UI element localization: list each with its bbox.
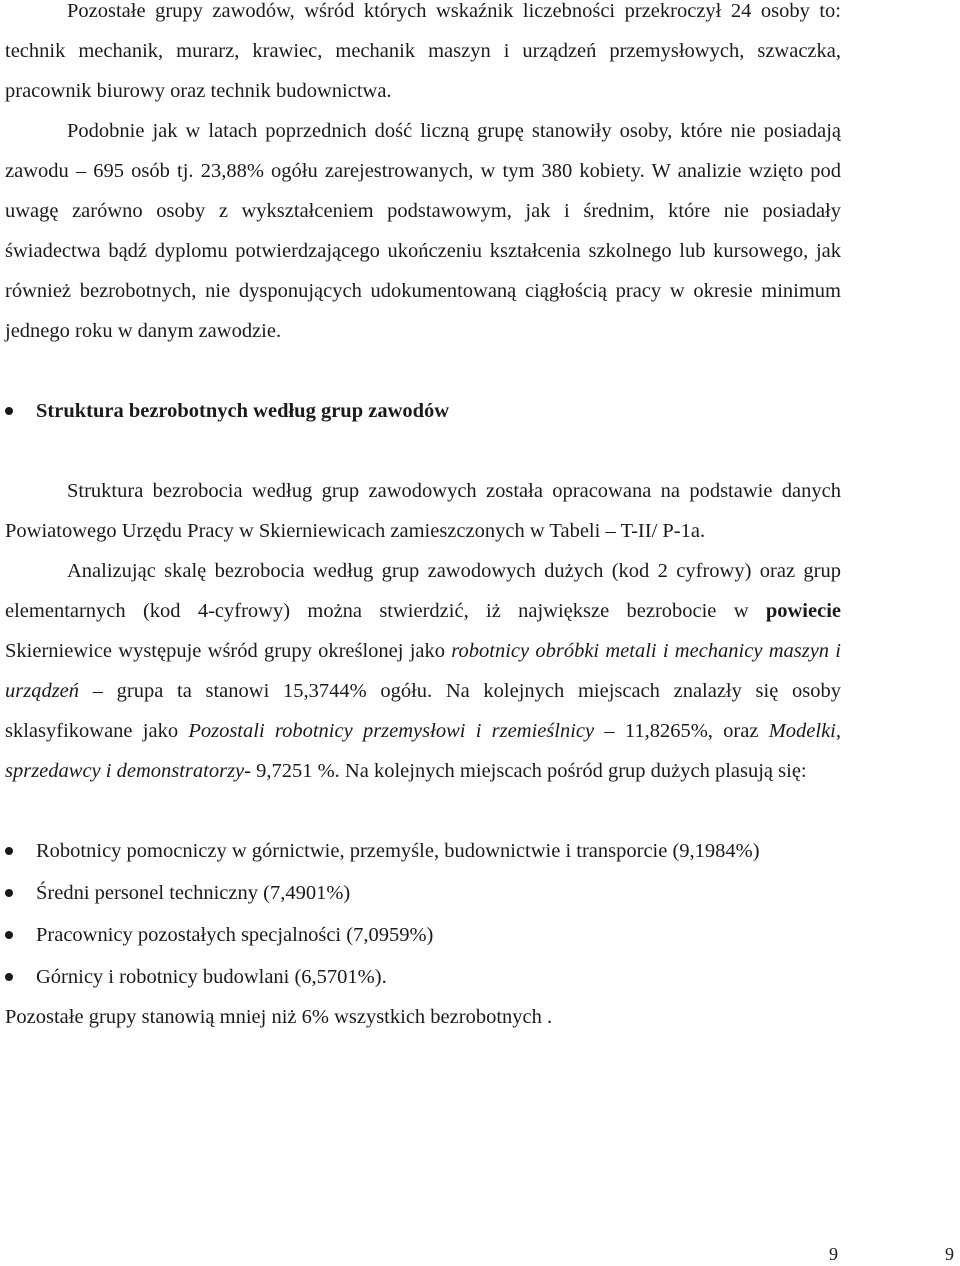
paragraph-1: Pozostałe grupy zawodów, wśród których wskaźnik liczebności przekroczył 24 osoby to: technik mechanik, murarz, krawiec, mechanik maszyn i urządzeń przemysłowych, szwaczka, pracownik biurowy oraz technik budownictwa. [5, 0, 841, 102]
list-item-text: Pracownicy pozostałych specjalności (7,0959%) [36, 924, 434, 946]
p4-bold-powiecie: powiecie [765, 600, 841, 622]
occupation-list [5, 831, 841, 997]
list-item-text: Średni personel techniczny (7,4901%) [36, 882, 351, 904]
bullet-icon [5, 931, 13, 939]
section-heading: Struktura bezrobotnych według grup zawodów [36, 400, 450, 422]
bullet-icon [5, 973, 13, 981]
bullet-icon [5, 407, 13, 415]
list-item [5, 831, 841, 871]
bullet-icon [5, 847, 13, 855]
p4-italic-robotnicy: robotnicy obróbki metali i mechanicy maszyn i urządzeń [5, 640, 842, 702]
bullet-icon [5, 889, 13, 897]
p4-text-e: – grupa ta stanowi 15,3744% ogółu. Na kolejnych miejscach znalazły się osoby sklasyfikowane jako [5, 680, 841, 742]
p4-text-c: Skierniewice występuje wśród grupy określonej jako [5, 640, 446, 662]
list-item [5, 873, 841, 913]
p4-text-g: – 11,8265%, oraz [604, 720, 759, 742]
page-number-secondary: 9 [945, 1244, 954, 1264]
p4-text-i: 9,7251 %. Na kolejnych miejscach pośród grup dużych plasują się: [256, 760, 807, 782]
section-heading-row [5, 391, 841, 431]
list-item [5, 957, 841, 997]
p4-text-a: Analizując skalę bezrobocia według grup zawodowych dużych (kod 2 cyfrowy) oraz grup elementarnych (kod 4-cyfrowy) można stwierdzić, iż największe bezrobocie w [5, 560, 841, 622]
list-item-text: Górnicy i robotnicy budowlani (6,5701%). [36, 966, 387, 988]
p4-italic-modelki: Modelki, sprzedawcy i demonstratorzy- [5, 720, 841, 782]
list-item [5, 915, 841, 955]
paragraph-5: Pozostałe grupy stanowią mniej niż 6% wszystkich bezrobotnych . [5, 1006, 553, 1028]
list-item-text: Robotnicy pomocniczy w górnictwie, przemyśle, budownictwie i transporcie (9,1984%) [36, 840, 760, 862]
paragraph-4 [5, 551, 841, 791]
document-page [5, 0, 841, 1037]
p4-italic-pozostali: Pozostali robotnicy przemysłowi i rzemieślnicy [188, 720, 595, 742]
paragraph-2: Podobnie jak w latach poprzednich dość liczną grupę stanowiły osoby, które nie posiadają zawodu – 695 osób tj. 23,88% ogółu zarejestrowanych, w tym 380 kobiety. W analizie wzięto pod uwagę zarówno osoby z wykształceniem podstawowym, jak i średnim, które nie posiadały świadectwa bądź dyplomu potwierdzającego ukończeniu kształcenia szkolnego lub kursowego, jak również bezrobotnych, nie dysponujących udokumentowaną ciągłością pracy w okresie minimum jednego roku w danym zawodzie. [5, 120, 841, 342]
page-number: 9 [829, 1244, 838, 1264]
paragraph-3: Struktura bezrobocia według grup zawodowych została opracowana na podstawie danych Powiatowego Urzędu Pracy w Skierniewicach zamieszczonych w Tabeli – T-II/ P-1a. [5, 480, 841, 542]
